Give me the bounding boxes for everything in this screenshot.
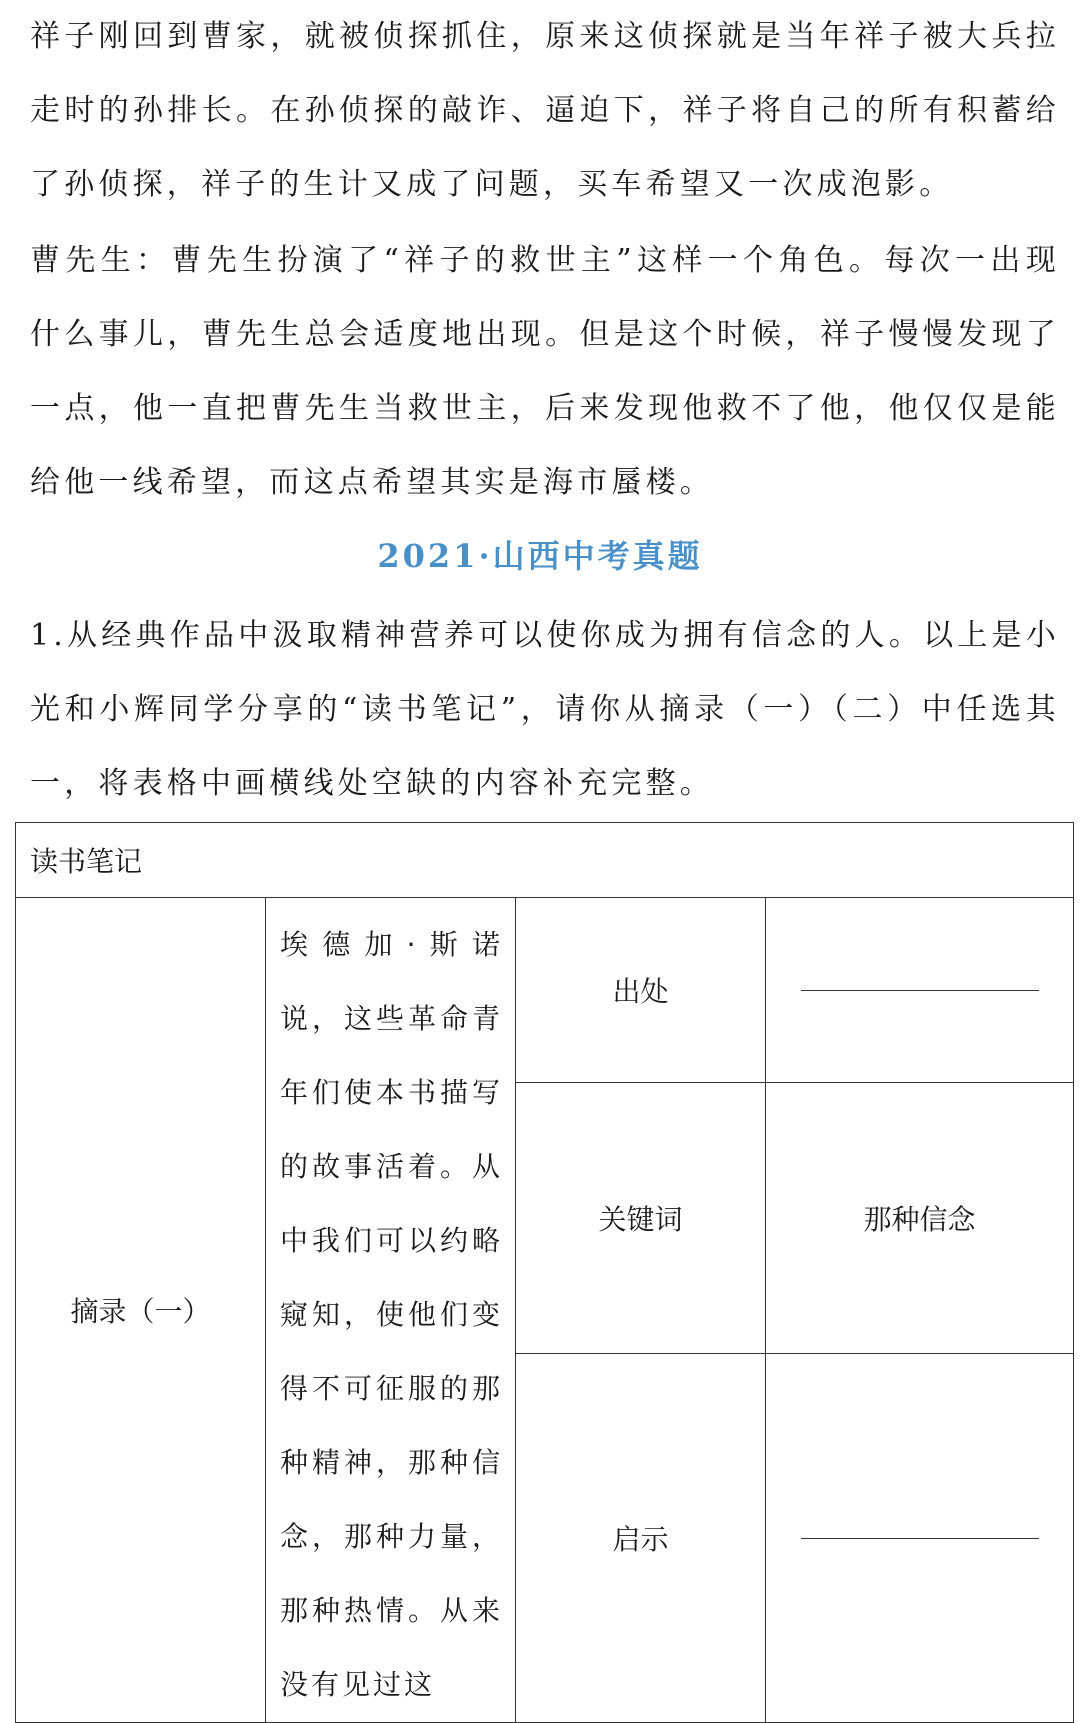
table-header: 读书笔记 xyxy=(16,823,1074,898)
story-paragraph-xiangzi: 祥子刚回到曹家，就被侦探抓住，原来这侦探就是当年祥子被大兵拉走时的孙排长。在孙侦探的敲诈、逼迫下，祥子将自己的所有积蓄给了孙侦探，祥子的生计又成了问题，买车希望又一次成泡影。 xyxy=(30,19,1060,202)
table-row xyxy=(16,898,1074,1083)
insight-answer-blank[interactable] xyxy=(766,1354,1074,1723)
table-header-row xyxy=(16,823,1074,898)
reading-notes-table xyxy=(15,822,1074,1723)
keyword-value: 那种信念 xyxy=(766,1083,1074,1354)
question-paragraph: 1.从经典作品中汲取精神营养可以使你成为拥有信念的人。以上是小光和小辉同学分享的“读书笔记”，请你从摘录（一）（二）中任选其一，将表格中画横线处空缺的内容补充完整。 xyxy=(30,618,1060,801)
answer-underline xyxy=(801,990,1039,991)
source-label: 出处 xyxy=(516,898,766,1083)
source-answer-blank[interactable] xyxy=(766,898,1074,1083)
character-paragraph-cao: 曹先生：曹先生扮演了“祥子的救世主”这样一个角色。每次一出现什么事儿，曹先生总会适度地出现。但是这个时候，祥子慢慢发现了一点，他一直把曹先生当救世主，后来发现他救不了他，他仅仅是能给他一线希望，而这点希望其实是海市蜃楼。 xyxy=(30,243,1060,500)
keyword-label: 关键词 xyxy=(516,1083,766,1354)
answer-underline xyxy=(801,1538,1039,1539)
excerpt-label: 摘录（一） xyxy=(16,898,266,1723)
insight-label: 启示 xyxy=(516,1354,766,1723)
section-title: 2021·山西中考真题 xyxy=(377,537,703,575)
excerpt-text: 埃德加·斯诺说，这些革命青年们使本书描写的故事活着。从中我们可以约略窥知，使他们变得不可征服的那种精神，那种信念，那种力量，那种热情。从来没有见过这 xyxy=(266,898,516,1723)
